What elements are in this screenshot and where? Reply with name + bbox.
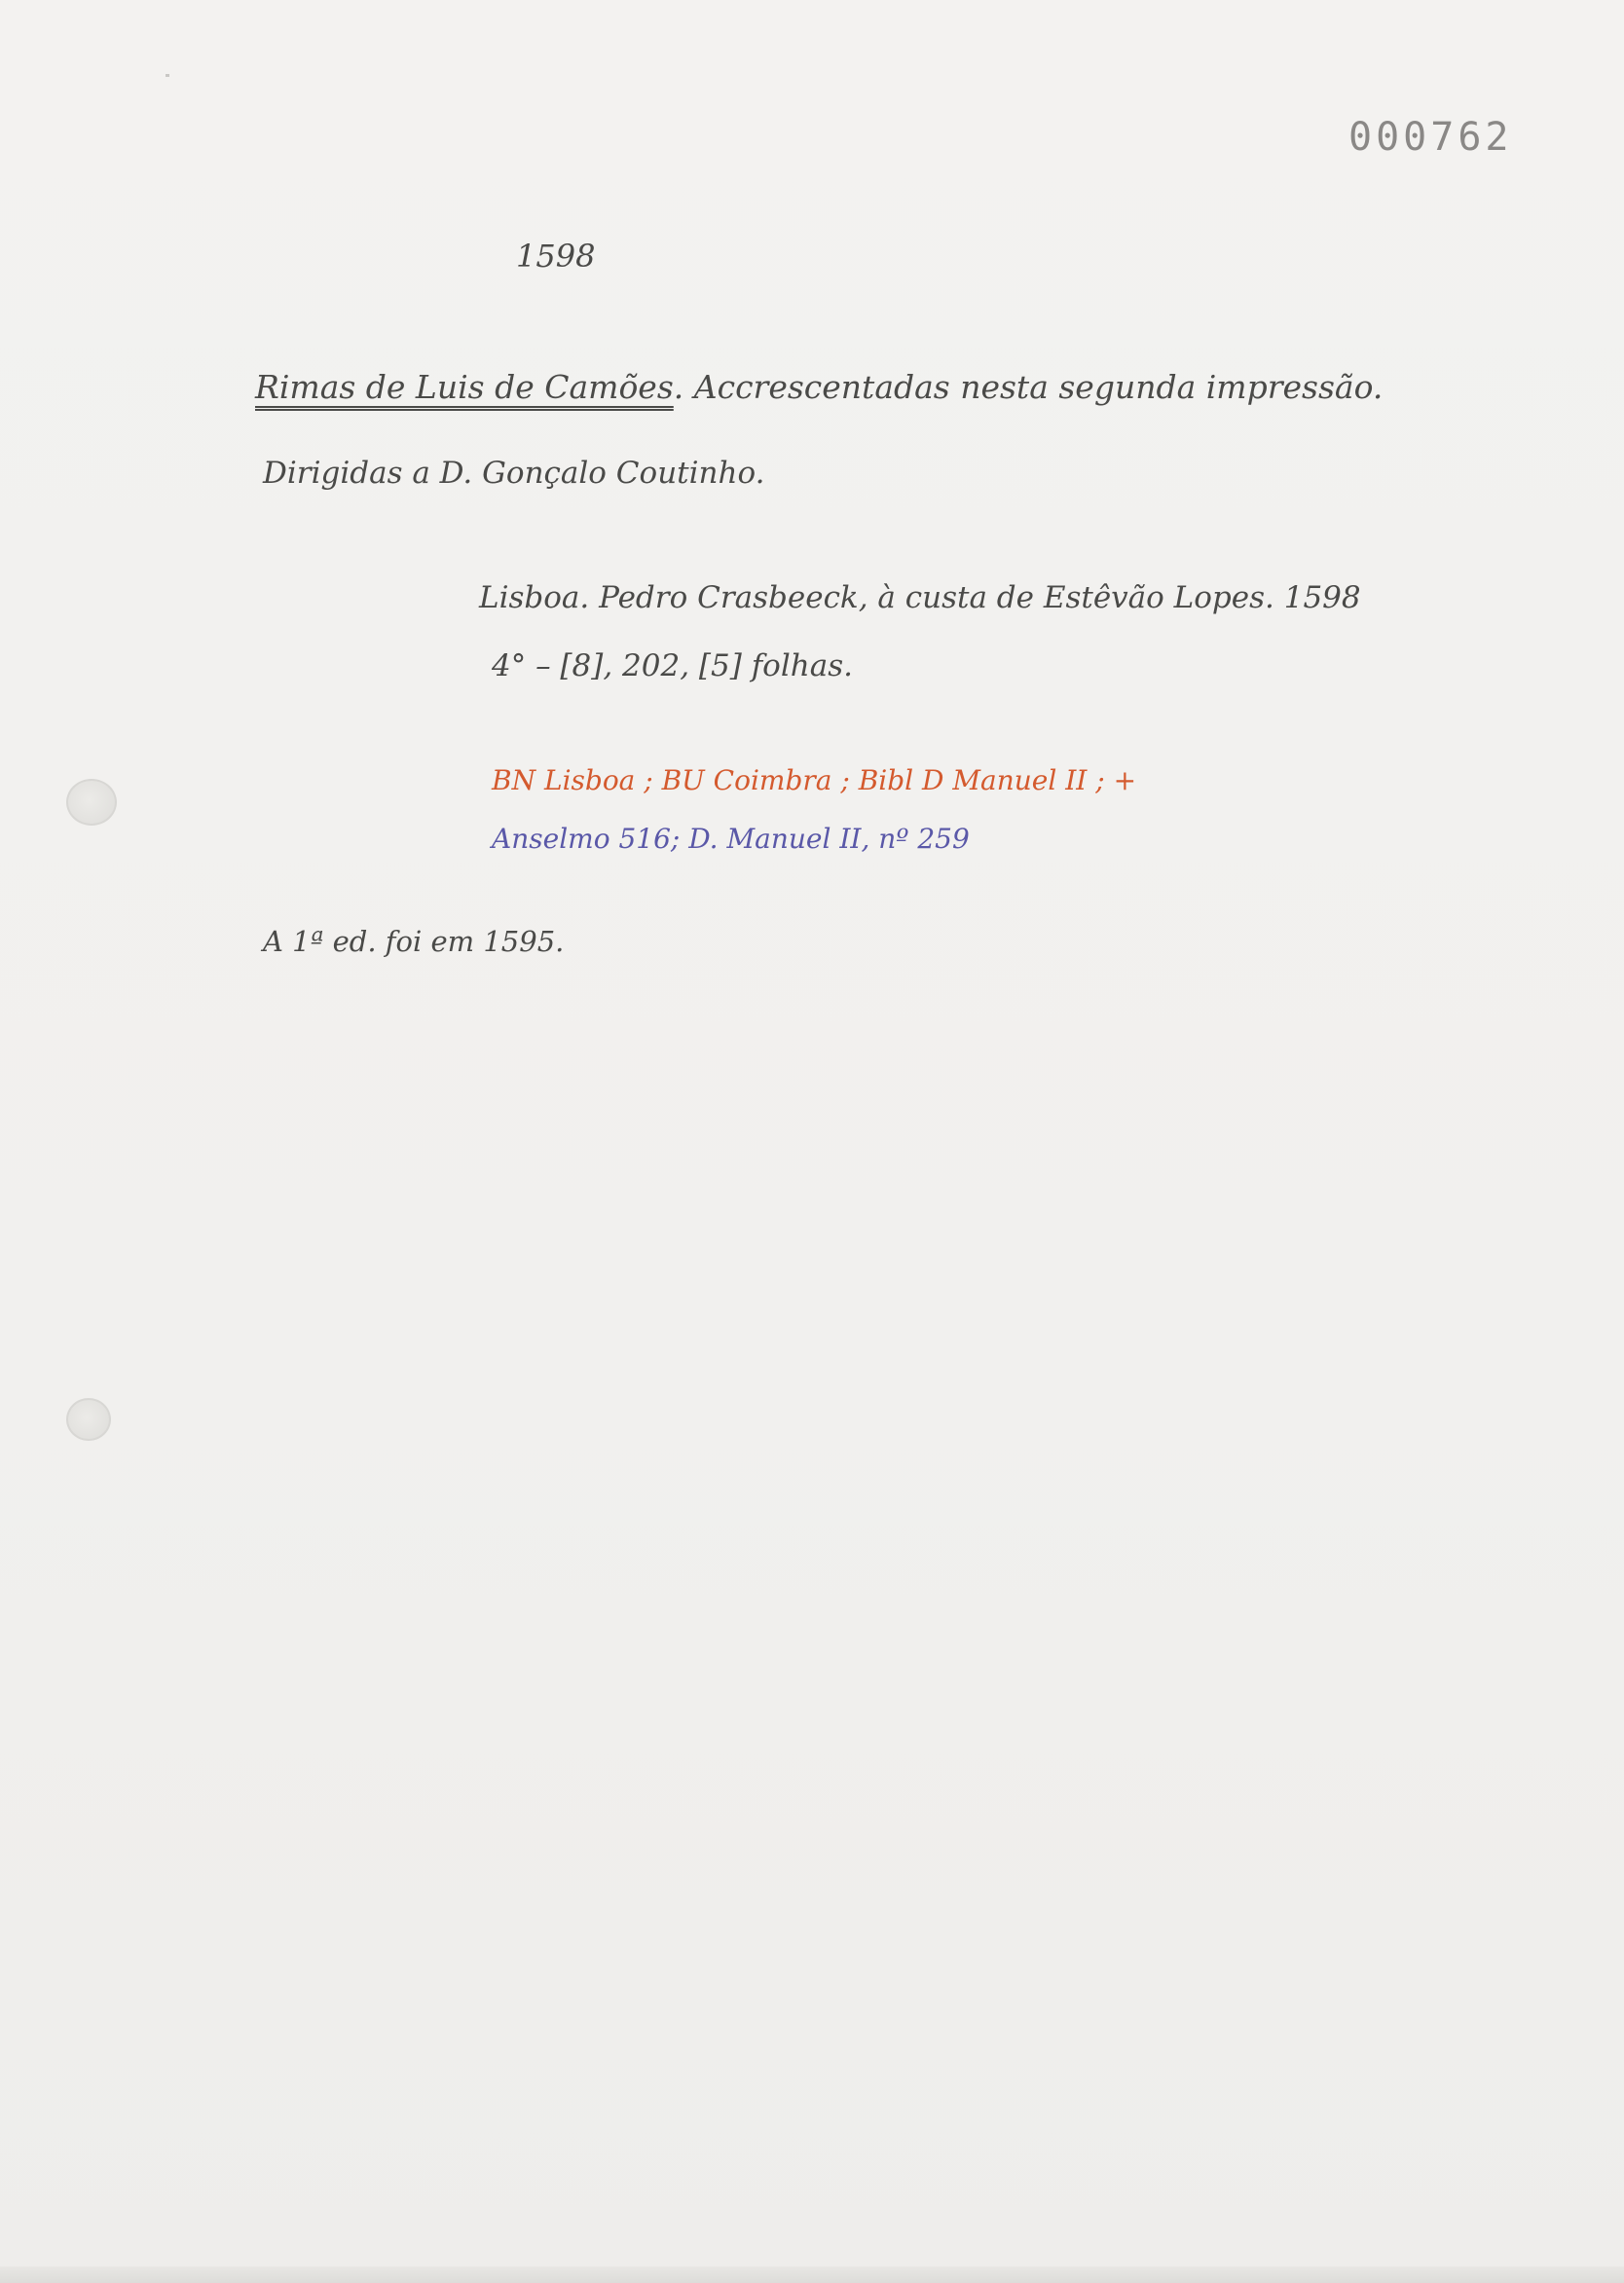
title-subtitle: . Accrescentadas nesta segunda impressão. xyxy=(673,368,1384,406)
title-main: Rimas de Luis de Camões xyxy=(255,368,674,406)
library-holdings: BN Lisboa ; BU Coimbra ; Bibl D Manuel II ; + xyxy=(492,764,1137,796)
imprint: Lisboa. Pedro Crasbeeck, à custa de Estêvão Lopes. 1598 xyxy=(479,580,1361,615)
punch-hole-top xyxy=(66,779,117,826)
edition-note: A 1ª ed. foi em 1595. xyxy=(263,925,565,958)
publication-year: 1598 xyxy=(516,238,596,275)
punch-hole-bottom xyxy=(66,1398,111,1441)
dedication: Dirigidas a D. Gonçalo Coutinho. xyxy=(263,456,765,491)
stamp-number: 000762 xyxy=(1348,115,1513,160)
bibliographic-references: Anselmo 516; D. Manuel II, nº 259 xyxy=(492,823,970,855)
scan-bottom-edge xyxy=(0,2266,1624,2283)
collation: 4° – [8], 202, [5] folhas. xyxy=(492,648,853,683)
paper-speck xyxy=(166,74,169,77)
title-line xyxy=(255,368,1383,406)
